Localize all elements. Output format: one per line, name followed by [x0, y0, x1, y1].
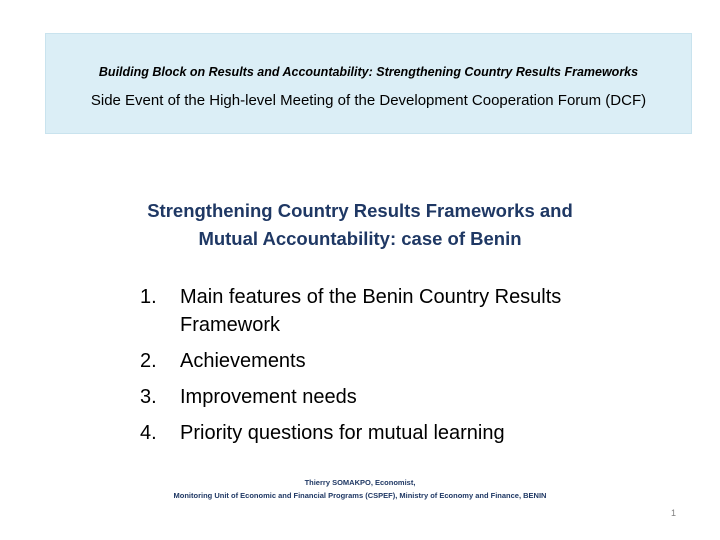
slide-number: 1: [670, 508, 676, 518]
header-title: Building Block on Results and Accountability: Strengthening Country Results Frameworks: [98, 65, 639, 79]
agenda-item: [140, 347, 620, 375]
agenda-item-text: Priority questions for mutual learning: [180, 422, 505, 444]
slide-title-line-1: Strengthening Country Results Frameworks and: [147, 200, 573, 221]
header-subtitle: Side Event of the High-level Meeting of the Development Cooperation Forum (DCF): [90, 92, 647, 109]
agenda-item-number: 1.: [140, 286, 157, 308]
agenda-item: [140, 283, 620, 339]
slide-title-line-2: Mutual Accountability: case of Benin: [198, 228, 522, 249]
presenter-affiliation: Monitoring Unit of Economic and Financial Programs (CSPEF), Ministry of Economy and Finance, BENIN: [173, 491, 547, 500]
agenda-item-number: 3.: [140, 386, 157, 408]
agenda-item-text: Improvement needs: [180, 386, 357, 408]
agenda-item-number: 2.: [140, 350, 157, 372]
presenter-info: [0, 476, 720, 502]
agenda-item: [140, 419, 620, 447]
agenda-list: [140, 283, 620, 455]
agenda-item-number: 4.: [140, 422, 157, 444]
agenda-item-text: Achievements: [180, 350, 306, 372]
slide-title: [60, 197, 660, 253]
agenda-item: [140, 383, 620, 411]
presenter-name: Thierry SOMAKPO, Economist,: [304, 478, 416, 487]
header-banner: [45, 33, 692, 134]
agenda-item-text: Main features of the Benin Country Results Framework: [180, 286, 562, 336]
